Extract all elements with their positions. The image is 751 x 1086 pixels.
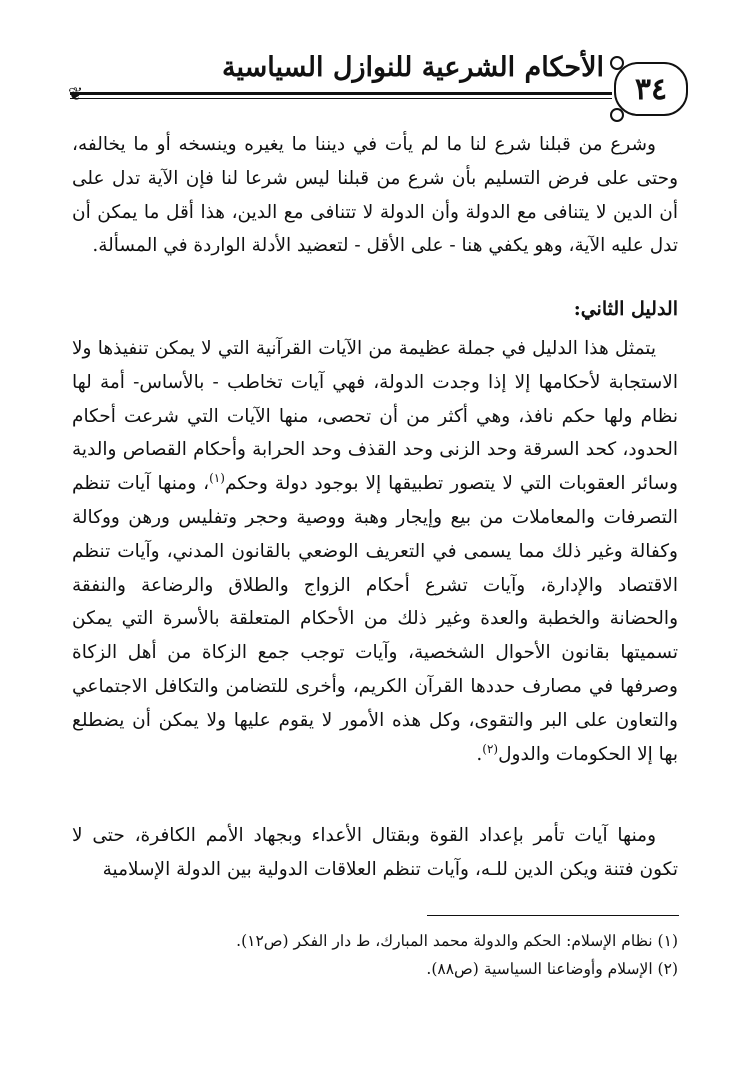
- paragraph-2-part-a: يتمثل هذا الدليل في جملة عظيمة من الآيات القرآنية التي لا يمكن تنفيذها ولا الاستجابة لأحكامها إلا إذا وجدت الدولة، فهي آيات تخاطب - بالأساس- أمة لها نظام ولها حكم نافذ، وهي أكثر من أن تحصى، منها الآيات التي شرعت أحكام الحدود، كحد السرقة وحد الزنى وحد القذف وحد الحرابة وأحكام القصاص والدية وسائر العقوبات التي لا يتصور تطبيقها إلا بوجود دولة وحكم: [72, 338, 678, 495]
- paragraph-3: ومنها آيات تأمر بإعداد القوة وبقتال الأعداء وبجهاد الأمم الكافرة، حتى لا تكون فتنة ويكن الدين للـه، وآيات تنظم العلاقات الدولية بين الدولة الإسلامية: [72, 825, 678, 880]
- running-title: الأحكام الشرعية للنوازل السياسية: [222, 52, 604, 83]
- footnote-ref-1[interactable]: (١): [209, 471, 225, 486]
- paragraph-1: وشرع من قبلنا شرع لنا ما لم يأت في ديننا ما يغيره وينسخه أو ما يخالفه، وحتى على فرض التسليم بأن شرع من قبلنا ليس شرعا لنا فإن الآية تدل على أن الدين لا يتنافى مع الدولة وأن الدولة لا تتنافى مع الدين، هذا أقل ما يمكن أن تدل عليه الآية، وهو يكفي هنا - على الأقل - لتعضيد الأدلة الواردة في المسألة.: [72, 134, 678, 257]
- paragraph-2: [72, 332, 678, 771]
- section-heading: الدليل الثاني:: [573, 298, 678, 320]
- page-number: ٣٤: [614, 62, 688, 116]
- paragraph-2-part-c: .: [476, 743, 483, 765]
- header-rule-thin: [70, 98, 612, 99]
- header-ornament-icon: ❦: [68, 84, 84, 105]
- page-header: [70, 48, 688, 118]
- header-rule-thick: [70, 92, 612, 95]
- footnote-1: (١) نظام الإسلام: الحكم والدولة محمد المبارك، ط دار الفكر (ص١٢).: [236, 932, 678, 950]
- footnote-separator: [427, 915, 679, 916]
- footnote-2: (٢) الإسلام وأوضاعنا السياسية (ص٨٨).: [426, 960, 678, 978]
- paragraph-2-part-b: ، ومنها آيات تنظم التصرفات والمعاملات من بيع وإيجار وهبة ووصية وحجر وتفليس ورهن ووكالة وكفالة وغير ذلك مما يسمى في التعريف الوضعي بالقانون المدني، وآيات تنظم الاقتصاد والإدارة، وآيات تشرع أحكام الزواج والطلاق والرضاعة والنفقة والحضانة والخطبة والعدة وغير ذلك من الأحكام المتعلقة بالأسرة التي يمكن تسميتها بقانون الأحوال الشخصية، وآيات توجب جمع الزكاة من أهل الزكاة وصرفها في مصارف حددها القرآن الكريم، وأخرى للتضامن والتكافل الاجتماعي والتعاون على البر والتقوى، وكل هذه الأمور لا يقوم عليها ولا يمكن أن يضطلع بها إلا الحكومات والدول: [72, 473, 678, 765]
- footnote-ref-2[interactable]: (٢): [482, 741, 499, 756]
